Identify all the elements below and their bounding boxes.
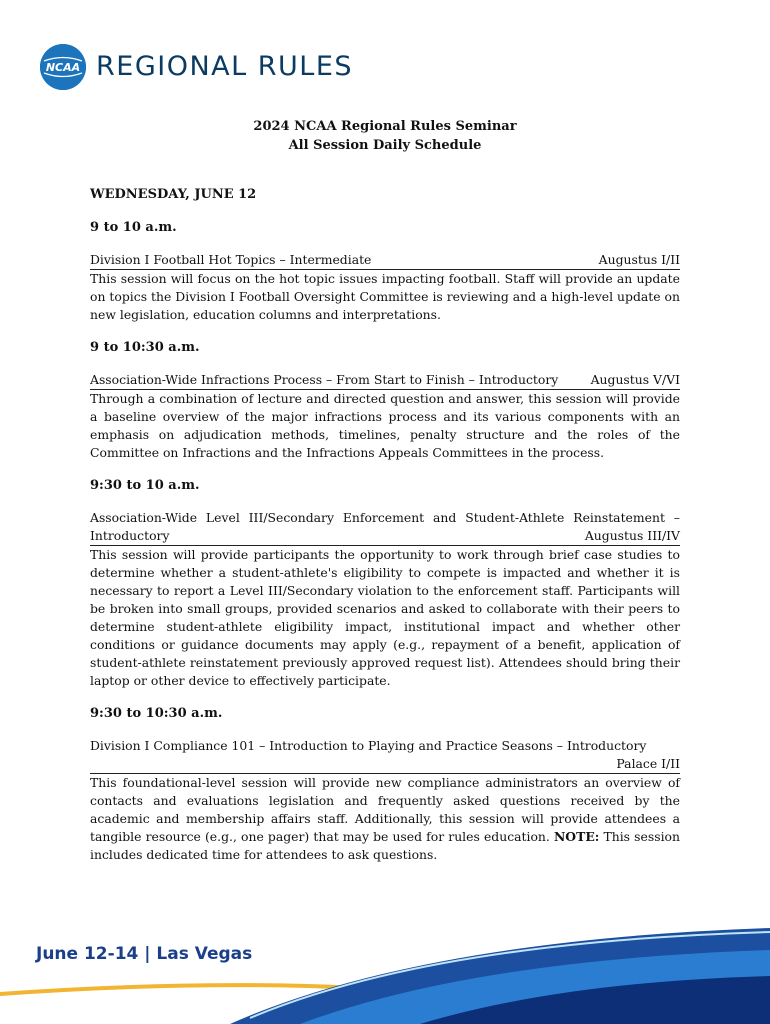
- session-room: Augustus I/II: [598, 252, 680, 267]
- session-title: Division I Compliance 101 – Introduction to Playing and Practice Seasons – Introductory: [90, 738, 647, 753]
- session: [90, 251, 680, 324]
- session-description-text: This foundational-level session will provide new compliance administrators an overview of contacts and evaluations legislation and frequently asked questions received by the academic and membership affairs staff. Additionally, this session will provide attendees a tangible resource (e.g., one pager) that may be used for rules education.: [90, 775, 680, 844]
- session: [90, 371, 680, 462]
- regional-rules-logo: [40, 44, 354, 90]
- logo-text: REGIONAL RULES: [96, 51, 354, 82]
- logo-badge-text: NCAA: [45, 61, 81, 74]
- session: [90, 509, 680, 690]
- session-header-line-2: [90, 527, 680, 546]
- day-heading: WEDNESDAY, JUNE 12: [90, 187, 257, 202]
- time-slot: 9:30 to 10 a.m.: [90, 478, 200, 493]
- session-title-line-1: Association-Wide Level III/Secondary Enforcement and Student-Athlete Reinstatement –: [90, 510, 680, 525]
- ncaa-badge-icon: [40, 44, 86, 90]
- title-line-1: 2024 NCAA Regional Rules Seminar: [253, 119, 517, 134]
- note-text: This session includes dedicated time for attendees to ask questions.: [90, 829, 680, 862]
- note-label: NOTE:: [553, 829, 600, 844]
- session-header: [90, 509, 680, 527]
- time-slot: 9:30 to 10:30 a.m.: [90, 706, 223, 721]
- session-room: Augustus V/VI: [590, 372, 680, 387]
- session-description: This session will focus on the hot topic issues impacting football. Staff will provide an update on topics the Division I Football Oversight Committee is reviewing and a high-level update on new legislation, education columns and interpretations.: [90, 271, 680, 322]
- session-room: Palace I/II: [616, 756, 680, 771]
- session-description: [90, 774, 680, 864]
- time-slot: 9 to 10 a.m.: [90, 220, 177, 235]
- session: [90, 737, 680, 864]
- session-title-line-2: Introductory: [90, 528, 170, 543]
- session-header: [90, 371, 680, 390]
- title-line-2: All Session Daily Schedule: [288, 138, 482, 153]
- footer: [0, 920, 770, 1024]
- footer-wave-graphic: [0, 920, 770, 1024]
- footer-date-location: June 12-14 | Las Vegas: [36, 944, 253, 964]
- gold-swoosh: [0, 983, 360, 996]
- session-header: [90, 251, 680, 270]
- schedule-content: [90, 186, 680, 879]
- session-room: Augustus III/IV: [584, 528, 680, 543]
- document-title: [0, 117, 770, 155]
- session-title: Association-Wide Infractions Process – From Start to Finish – Introductory: [90, 372, 559, 387]
- session-description: Through a combination of lecture and directed question and answer, this session will provide a baseline overview of the major infractions process and its various components with an emphasis on adjudication methods, timelines, penalty structure and the roles of the Committee on Infractions and the Infractions Appeals Committees in the process.: [90, 391, 680, 460]
- session-description: This session will provide participants the opportunity to work through brief case studies to determine whether a student-athlete's eligibility to compete is impacted and whether it is necessary to report a Level III/Secondary violation to the enforcement staff. Participants will be broken into small groups, provided scenarios and asked to collaborate with their peers to determine student-athlete eligibility impact, institutional impact and whether other conditions or guidance documents may apply (e.g., repayment of a benefit, application of student-athlete reinstatement previously approved request list). Attendees should bring their laptop or other device to effectively participate.: [90, 547, 680, 688]
- session-header: [90, 737, 680, 774]
- session-title: Division I Football Hot Topics – Intermediate: [90, 252, 372, 267]
- time-slot: 9 to 10:30 a.m.: [90, 340, 200, 355]
